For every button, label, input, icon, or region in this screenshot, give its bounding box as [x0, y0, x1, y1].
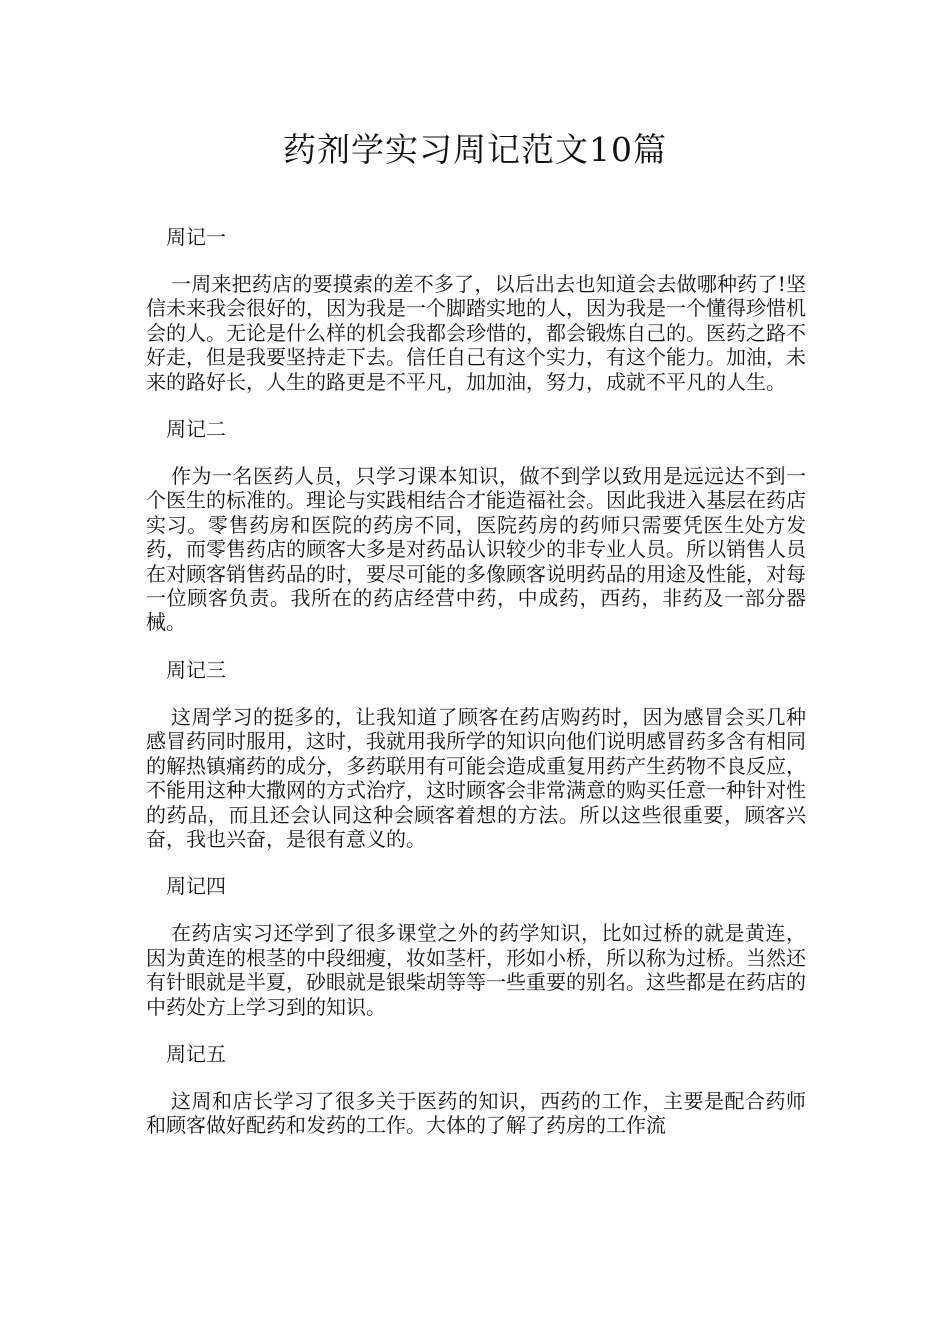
document-title: 药剂学实习周记范文10篇: [283, 130, 667, 169]
section-heading: 周记三: [166, 657, 226, 682]
section-1: [146, 222, 806, 394]
section-heading: 周记一: [166, 225, 226, 249]
section-2: [146, 414, 806, 635]
section-paragraph: 在药店实习还学到了很多课堂之外的药学知识，比如过桥的就是黄连，因为黄连的根茎的中段细瘦，妆如茎杆，形如小桥，所以称为过桥。当然还有针眼就是半夏，砂眼就是银柴胡等等一些重要的别名。这些都是在药店的中药处方上学习到的知识。: [146, 921, 806, 1019]
section-paragraph: 一周来把药店的要摸索的差不多了，以后出去也知道会去做哪种药了!坚信未来我会很好的，因为我是一个脚踏实地的人，因为我是一个懂得珍惜机会的人。无论是什么样的机会我都会珍惜的，都会锻炼自己的。医药之路不好走，但是我要坚持走下去。信任自己有这个实力，有这个能力。加油，未来的路好长，人生的路更是不平凡，加加油，努力，成就不平凡的人生。: [146, 272, 806, 394]
section-paragraph: 作为一名医药人员，只学习课本知识，做不到学以致用是远远达不到一个医生的标准的。理论与实践相结合才能造福社会。因此我进入基层在药店实习。零售药房和医院的药房不同，医院药房的药师只需要凭医生处方发药，而零售药店的顾客大多是对药品认识较少的非专业人员。所以销售人员在对顾客销售药品的时，要尽可能的多像顾客说明药品的用途及性能，对每一位顾客负责。我所在的药店经营中药，中成药，西药，非药及一部分器械。: [146, 464, 806, 635]
section-heading: 周记二: [166, 417, 226, 442]
section-4: [146, 871, 806, 1019]
section-5: [146, 1039, 806, 1138]
section-paragraph: 这周学习的挺多的，让我知道了顾客在药店购药时，因为感冒会买几种感冒药同时服用，这时，我就用我所学的知识向他们说明感冒药多含有相同的解热镇痛药的成分，多药联用有可能会造成重复用药产生药物不良反应，不能用这种大撒网的方式治疗，这时顾客会非常满意的购买任意一种针对性的药品，而且还会认同这种会顾客着想的方法。所以这些很重要，顾客兴奋，我也兴奋，是很有意义的。: [146, 704, 806, 851]
section-paragraph: 这周和店长学习了很多关于医药的知识，西药的工作，主要是配合药师和顾客做好配药和发药的工作。大体的了解了药房的工作流: [146, 1088, 806, 1138]
section-heading: 周记四: [166, 874, 226, 899]
section-heading: 周记五: [166, 1041, 226, 1066]
document-body: [146, 222, 806, 1158]
section-3: [146, 655, 806, 851]
